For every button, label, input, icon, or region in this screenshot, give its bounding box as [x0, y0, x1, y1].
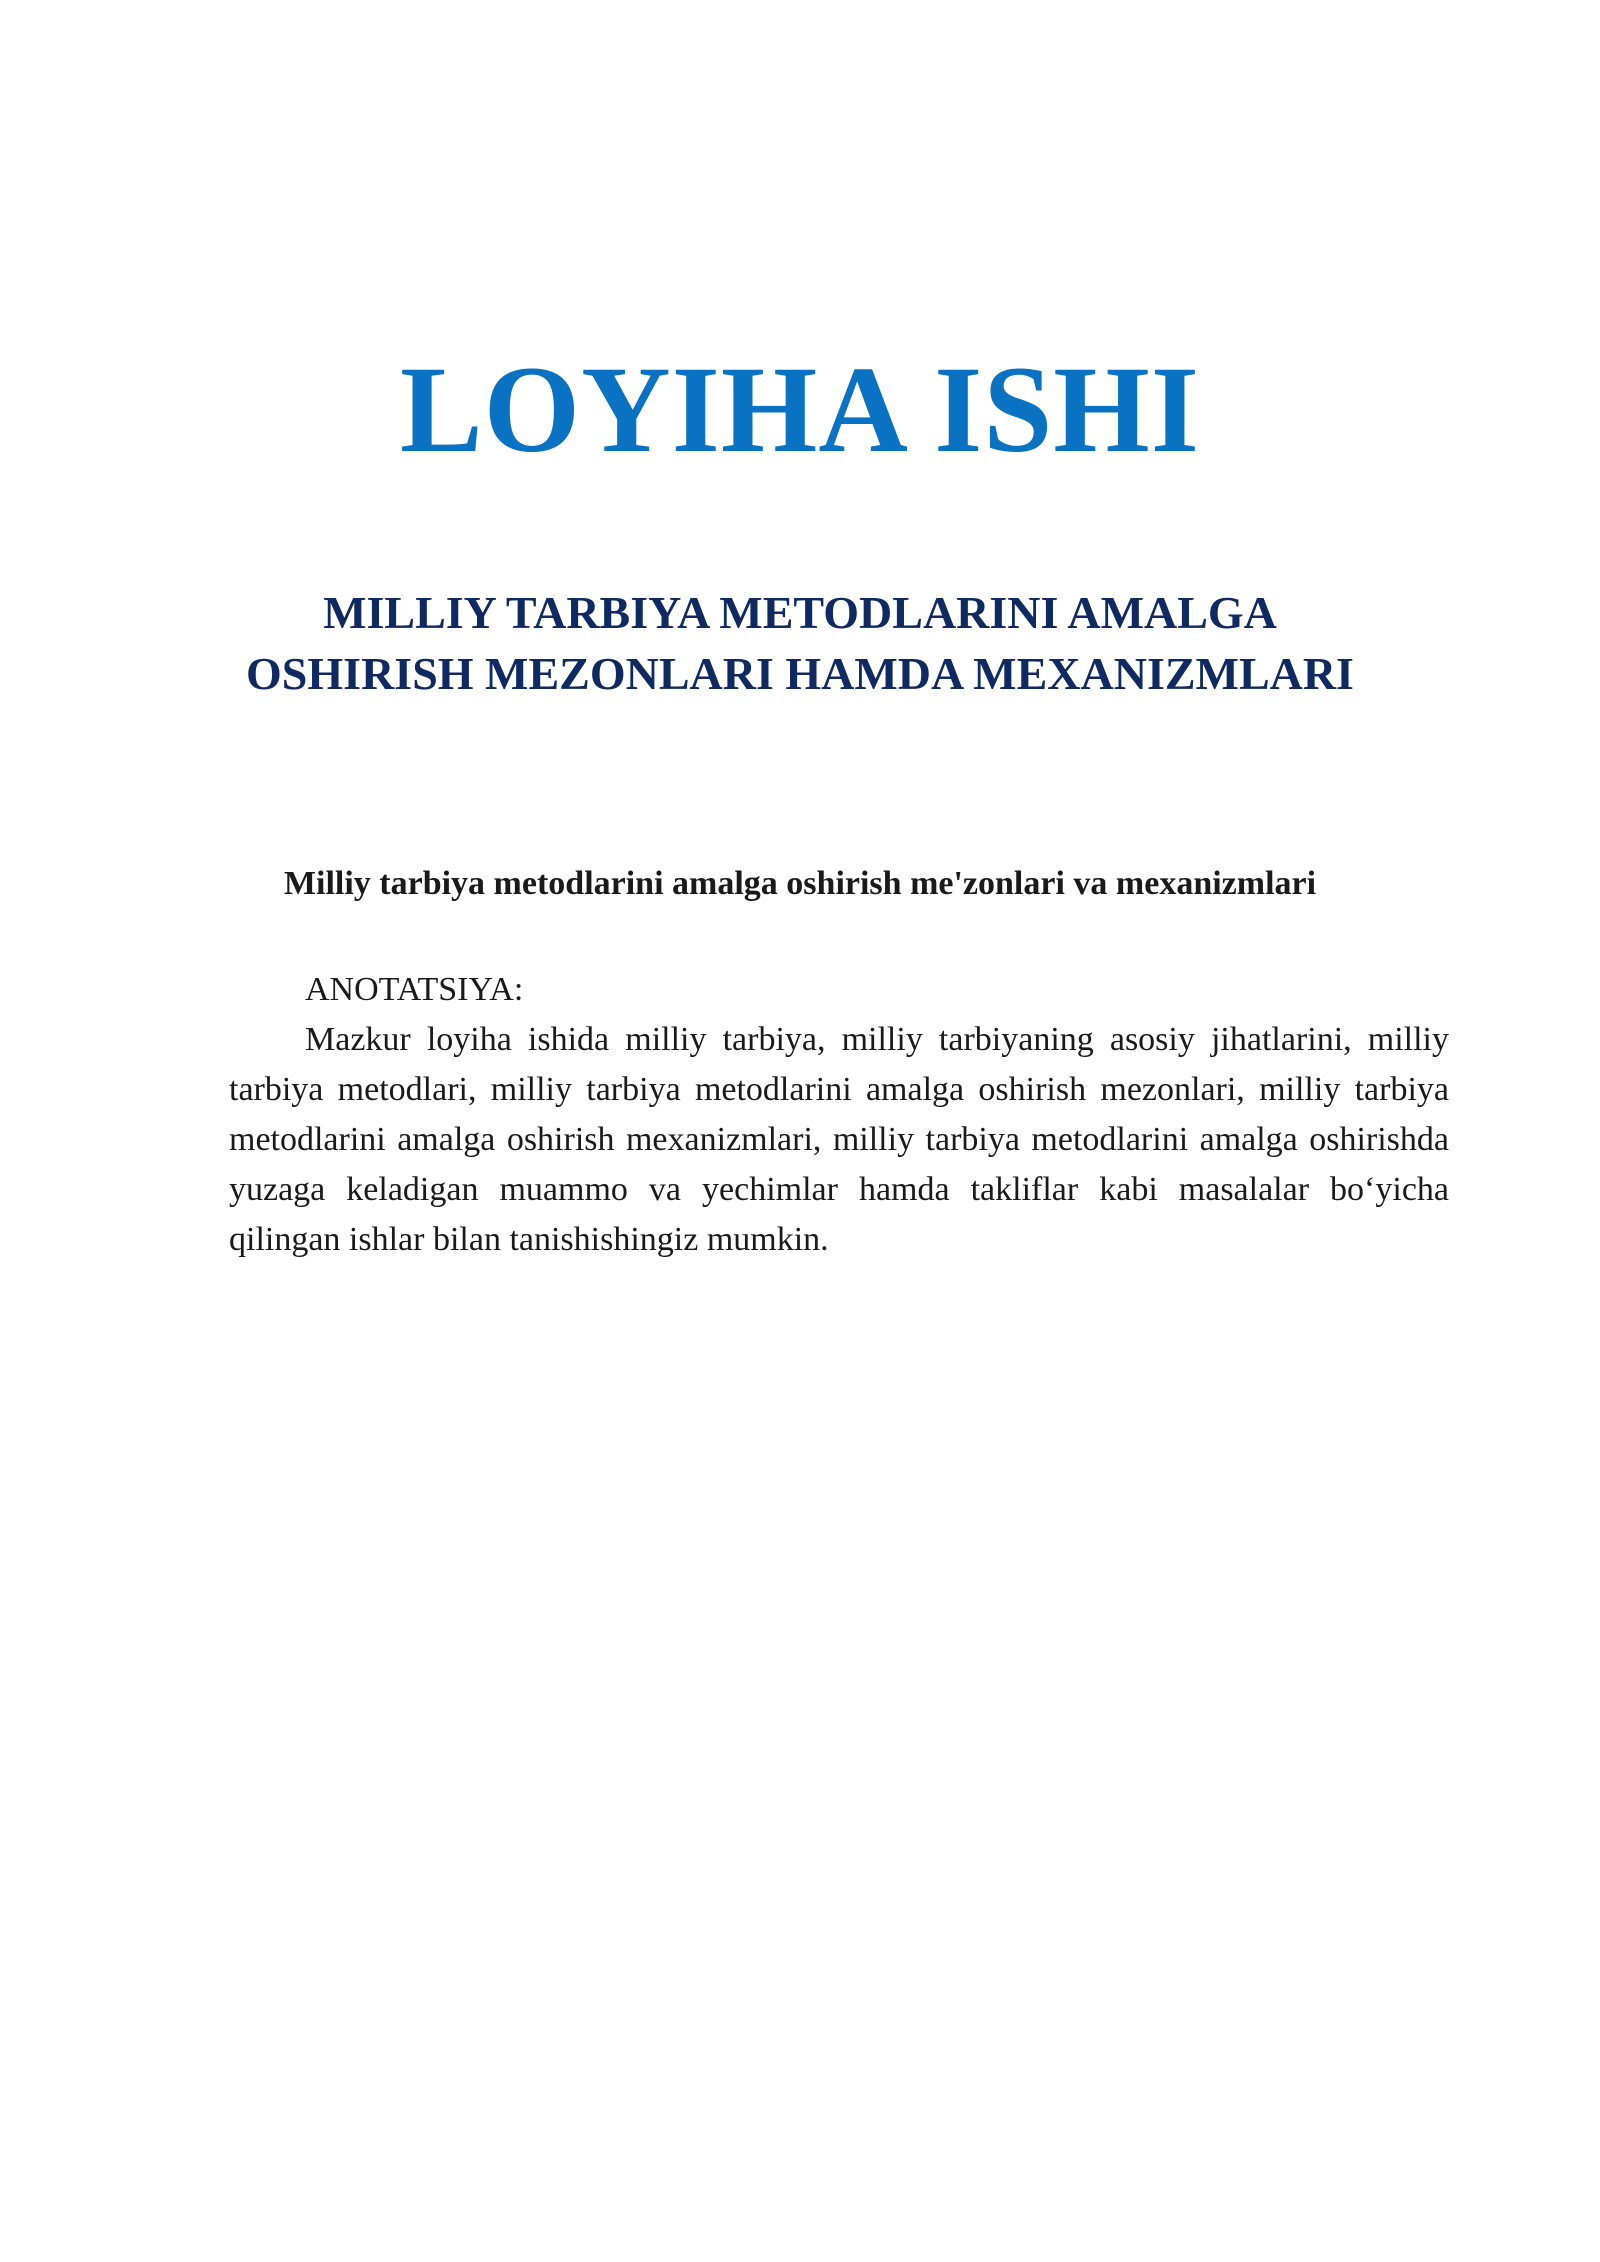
- document-title: LOYIHA ISHI: [399, 341, 1201, 478]
- subtitle-line-1: MILLIY TARBIYA METODLARINI AMALGA: [323, 587, 1277, 638]
- abstract-block: [229, 965, 1449, 1265]
- document-subtitle: [0, 582, 1600, 704]
- abstract-text: Mazkur loyiha ishida milliy tarbiya, milliy tarbiyaning asosiy jihatlarini, milliy tarbiya metodlari, milliy tarbiya metodlarini amalga oshirish mezonlari, milliy tarbiya metodlarini amalga oshirish mexanizmlari, milliy tarbiya metodlarini amalga oshirishda yuzaga keladigan muammo va yechimlar hamda takliflar kabi masalalar bo‘yicha qilingan ishlar bilan tanishishingiz mumkin.: [229, 1021, 1449, 1258]
- section-heading: Milliy tarbiya metodlarini amalga oshirish me'zonlari va mexanizmlari: [283, 865, 1317, 902]
- subtitle-line-2: OSHIRISH MEZONLARI HAMDA MEXANIZMLARI: [246, 648, 1354, 699]
- abstract-label: ANOTATSIYA:: [305, 971, 524, 1008]
